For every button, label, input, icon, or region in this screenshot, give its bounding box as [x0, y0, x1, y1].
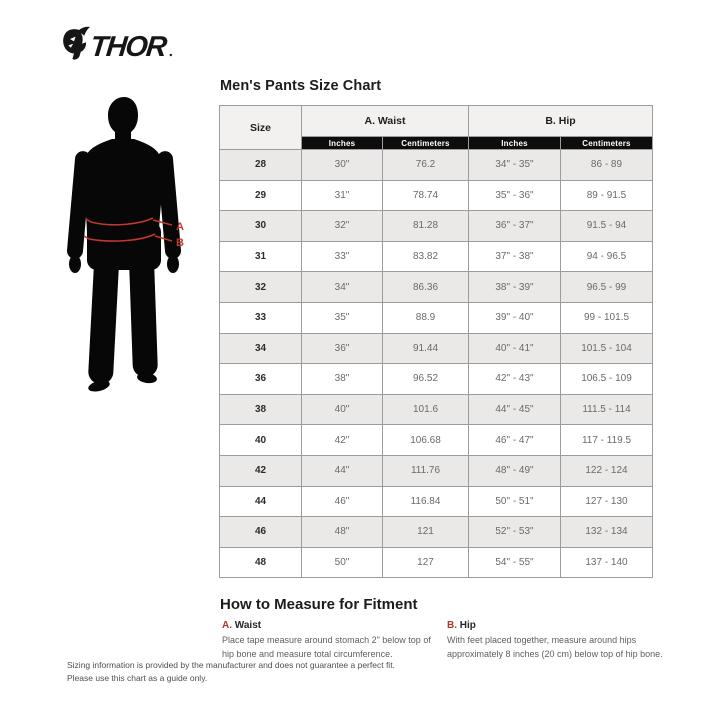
hip-name: Hip — [459, 620, 476, 631]
measurement-cell: 50" - 51" — [469, 486, 561, 517]
measurement-cell: 106.5 - 109 — [561, 364, 653, 395]
size-cell: 34 — [220, 333, 302, 364]
table-row — [220, 272, 653, 303]
size-cell: 38 — [220, 394, 302, 425]
measurement-cell: 37" - 38" — [469, 241, 561, 272]
table-row — [220, 486, 653, 517]
measurement-cell: 86.36 — [383, 272, 469, 303]
measurement-cell: 48" - 49" — [469, 455, 561, 486]
measurement-cell: 44" - 45" — [469, 394, 561, 425]
measurement-cell: 96.52 — [383, 364, 469, 395]
measurement-cell: 76.2 — [383, 150, 469, 181]
disclaimer-line-2: Please use this chart as a guide only. — [67, 672, 208, 683]
male-silhouette-icon — [58, 94, 192, 396]
table-row — [220, 180, 653, 211]
measurement-cell: 50" — [302, 547, 383, 578]
waist-measure-label — [222, 620, 440, 631]
measurement-cell: 94 - 96.5 — [561, 241, 653, 272]
table-row — [220, 211, 653, 242]
measurement-cell: 54" - 55" — [469, 547, 561, 578]
table-row — [220, 302, 653, 333]
measurement-cell: 116.84 — [383, 486, 469, 517]
group-header-row — [220, 106, 653, 137]
measurement-cell: 127 — [383, 547, 469, 578]
measurement-cell: 52" - 53" — [469, 517, 561, 548]
size-cell: 44 — [220, 486, 302, 517]
table-row — [220, 150, 653, 181]
hip-guide-label: B — [176, 237, 184, 249]
waist-measure-instructions — [222, 620, 440, 662]
measurement-cell: 96.5 - 99 — [561, 272, 653, 303]
measurement-cell: 132 - 134 — [561, 517, 653, 548]
measurement-cell: 111.5 - 114 — [561, 394, 653, 425]
waist-letter: A. — [222, 620, 232, 631]
measurement-cell: 34" - 35" — [469, 150, 561, 181]
measurement-cell: 44" — [302, 455, 383, 486]
measurement-cell: 32" — [302, 211, 383, 242]
waist-guide-label: A — [176, 221, 184, 233]
measurement-cell: 91.5 - 94 — [561, 211, 653, 242]
size-cell: 33 — [220, 302, 302, 333]
measurement-cell: 122 - 124 — [561, 455, 653, 486]
table-row — [220, 333, 653, 364]
hip-measure-text: With feet placed together, measure around hips approximately 8 inches (20 cm) below top of hip bone. — [447, 635, 663, 659]
measurement-cell: 48" — [302, 517, 383, 548]
measurement-cell: 38" — [302, 364, 383, 395]
waist-measure-text: Place tape measure around stomach 2" below top of hip bone and measure total circumference. — [222, 635, 431, 659]
measurement-cell: 99 - 101.5 — [561, 302, 653, 333]
table-row — [220, 241, 653, 272]
disclaimer-line-1: Sizing information is provided by the manufacturer and does not guarantee a perfect fit. — [67, 660, 395, 670]
hip-inches-header: Inches — [469, 137, 561, 150]
measurement-cell: 40" — [302, 394, 383, 425]
size-cell: 28 — [220, 150, 302, 181]
table-row — [220, 547, 653, 578]
waist-inches-header: Inches — [302, 137, 383, 150]
svg-text:THOR: THOR — [88, 30, 168, 63]
measurement-figure — [58, 94, 192, 396]
measurement-cell: 91.44 — [383, 333, 469, 364]
measurement-cell: 46" — [302, 486, 383, 517]
how-to-heading: How to Measure for Fitment — [220, 596, 418, 613]
table-row — [220, 517, 653, 548]
size-table-body — [220, 150, 653, 578]
thor-logo — [62, 26, 174, 68]
measurement-cell: 46" - 47" — [469, 425, 561, 456]
measurement-cell: 88.9 — [383, 302, 469, 333]
measurement-cell: 78.74 — [383, 180, 469, 211]
size-column-header: Size — [220, 106, 302, 150]
thor-helmet-icon — [62, 26, 174, 68]
page-title: Men's Pants Size Chart — [220, 78, 382, 94]
measurement-cell: 101.6 — [383, 394, 469, 425]
measurement-cell: 117 - 119.5 — [561, 425, 653, 456]
measurement-cell: 111.76 — [383, 455, 469, 486]
measurement-cell: 30" — [302, 150, 383, 181]
measurement-cell: 101.5 - 104 — [561, 333, 653, 364]
size-cell: 30 — [220, 211, 302, 242]
measurement-cell: 81.28 — [383, 211, 469, 242]
size-cell: 40 — [220, 425, 302, 456]
size-chart-table-wrap — [219, 105, 653, 578]
table-row — [220, 425, 653, 456]
waist-group-header: A. Waist — [302, 106, 469, 137]
table-row — [220, 394, 653, 425]
measurement-cell: 121 — [383, 517, 469, 548]
measurement-cell: 34" — [302, 272, 383, 303]
size-cell: 42 — [220, 455, 302, 486]
measurement-cell: 127 - 130 — [561, 486, 653, 517]
measurement-cell: 31" — [302, 180, 383, 211]
hip-measure-label — [447, 620, 665, 631]
sizing-disclaimer — [67, 659, 395, 685]
hip-centimeters-header: Centimeters — [561, 137, 653, 150]
measurement-cell: 83.82 — [383, 241, 469, 272]
measurement-cell: 42" — [302, 425, 383, 456]
size-cell: 29 — [220, 180, 302, 211]
measurement-cell: 89 - 91.5 — [561, 180, 653, 211]
size-cell: 31 — [220, 241, 302, 272]
measurement-cell: 33" — [302, 241, 383, 272]
measurement-cell: 39" - 40" — [469, 302, 561, 333]
measurement-cell: 36" — [302, 333, 383, 364]
size-cell: 46 — [220, 517, 302, 548]
measurement-cell: 106.68 — [383, 425, 469, 456]
waist-centimeters-header: Centimeters — [383, 137, 469, 150]
hip-measure-instructions — [447, 620, 665, 662]
hip-group-header: B. Hip — [469, 106, 653, 137]
waist-name: Waist — [234, 620, 262, 631]
measurement-cell: 38" - 39" — [469, 272, 561, 303]
measurement-cell: 35" — [302, 302, 383, 333]
size-cell: 36 — [220, 364, 302, 395]
hip-letter: B. — [447, 620, 457, 631]
measurement-cell: 40" - 41" — [469, 333, 561, 364]
measurement-cell: 35" - 36" — [469, 180, 561, 211]
size-cell: 32 — [220, 272, 302, 303]
size-cell: 48 — [220, 547, 302, 578]
measurement-cell: 137 - 140 — [561, 547, 653, 578]
measurement-cell: 86 - 89 — [561, 150, 653, 181]
measurement-cell: 42" - 43" — [469, 364, 561, 395]
table-row — [220, 455, 653, 486]
measurement-cell: 36" - 37" — [469, 211, 561, 242]
size-chart-table — [219, 105, 653, 578]
table-row — [220, 364, 653, 395]
